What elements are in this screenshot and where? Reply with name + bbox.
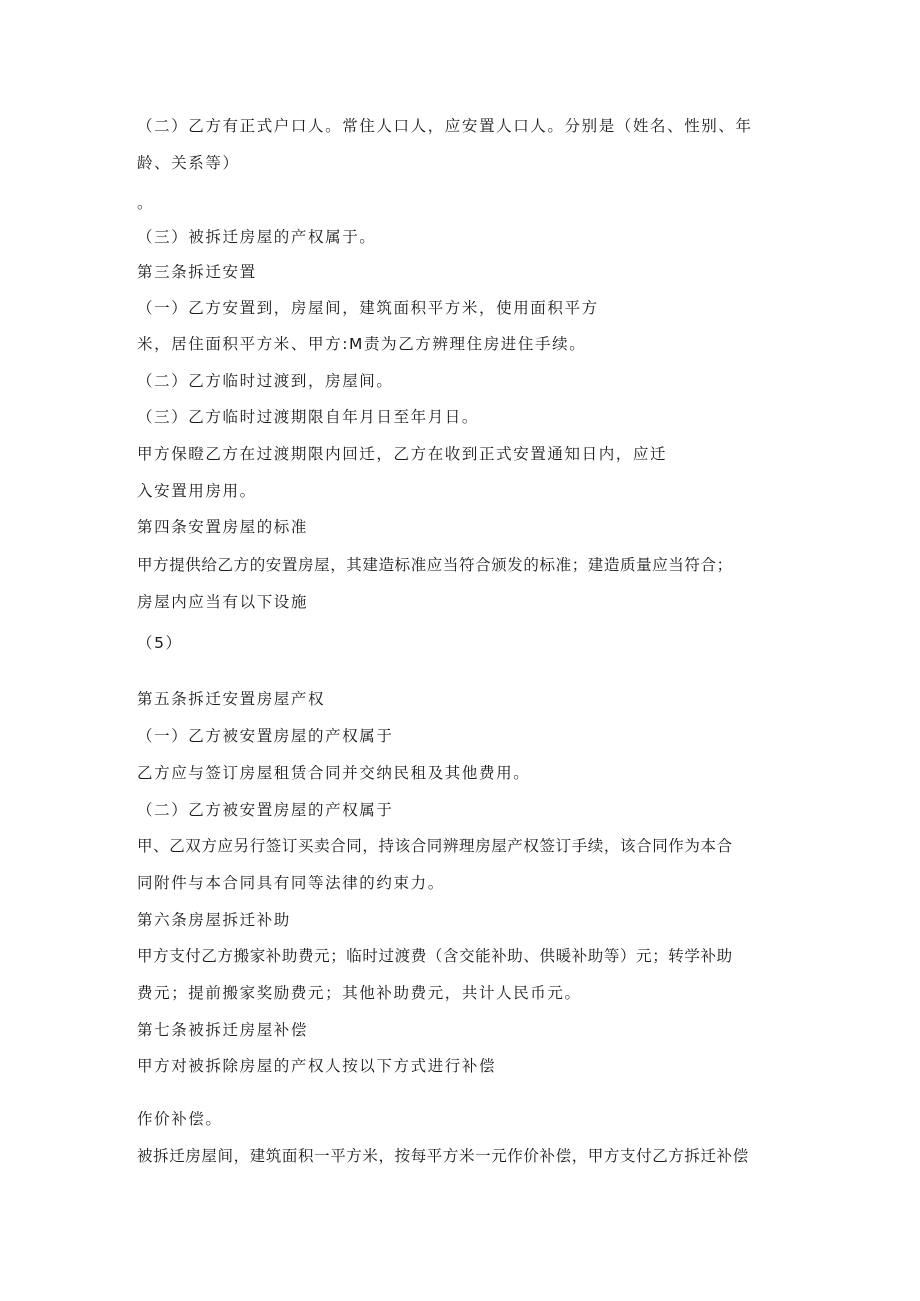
article-5-heading: 第五条拆迁安置房屋产权	[137, 690, 326, 708]
text-line-relocation-guarantee: 甲方保瞪乙方在过渡期限内回迁，乙方在收到正式安置通知日内，应迁	[137, 445, 668, 463]
text-line-temporary-transition: （二）乙方临时过渡到，房屋间。	[137, 372, 394, 390]
article-4-heading: 第四条安置房屋的标准	[137, 518, 309, 536]
article-7-heading: 第七条被拆迁房屋补偿	[137, 1021, 309, 1039]
article-6-heading: 第六条房屋拆迁补助	[137, 911, 291, 929]
text-line-relocation-guarantee-cont: 入安置用房用。	[137, 482, 257, 500]
text-line-placement: （一）乙方安置到，房屋间，建筑面积平方米，使用面积平方	[137, 299, 599, 317]
text-line-period: 。	[137, 194, 155, 212]
text-line-compensation-method: 甲方对被拆除房屋的产权人按以下方式进行补偿	[137, 1057, 497, 1075]
text-line-property-ownership-1: （一）乙方被安置房屋的产权属于	[137, 727, 394, 745]
text-line-subsidy-fees: 甲方支付乙方搬家补助费元；临时过渡费（含交能补助、供暖补助等）元；转学补助	[137, 947, 733, 965]
text-line-property-ownership-2: （二）乙方被安置房屋的产权属于	[137, 801, 394, 819]
text-line-facilities: 房屋内应当有以下设施	[137, 593, 309, 611]
text-line-lease-contract: 乙方应与签订房屋租赁合同并交纳民租及其他费用。	[137, 764, 531, 782]
article-3-heading: 第三条拆迁安置	[137, 263, 257, 281]
text-line-sale-contract: 甲、乙双方应另行签订买卖合同，持该合同辨理房屋产权签订手续，该合同作为本合	[137, 837, 733, 855]
text-line-housing-standard: 甲方提供给乙方的安置房屋，其建造标准应当符合颁发的标准；建造质量应当符合；	[137, 556, 733, 574]
text-line-household: （二）乙方有正式户口人。常住人口人，应安置人口人。分别是（姓名、性别、年	[137, 117, 753, 135]
text-line-sale-contract-cont: 同附件与本合同具有同等法律的约束力。	[137, 874, 445, 892]
text-line-subsidy-fees-cont: 费元；提前搬家奖励费元；其他补助费元，共计人民币元。	[137, 984, 582, 1002]
text-line-placement-cont: 米，居住面积平方米、甲方:M责为乙方辨理住房进住手续。	[137, 335, 587, 353]
text-line-transition-period: （三）乙方临时过渡期限自年月日至年月日。	[137, 408, 480, 426]
text-line-item-5: （5）	[137, 634, 183, 652]
text-line-price-compensation: 作价补偿。	[137, 1110, 223, 1128]
text-line-property-right: （三）被拆迁房屋的产权属于。	[137, 228, 377, 246]
text-line-household-cont: 龄、关系等）	[137, 154, 240, 172]
text-line-demolition-compensation: 被拆迁房屋间，建筑面积一平方米，按每平方米一元作价补偿，甲方支付乙方拆迁补偿	[137, 1147, 749, 1165]
